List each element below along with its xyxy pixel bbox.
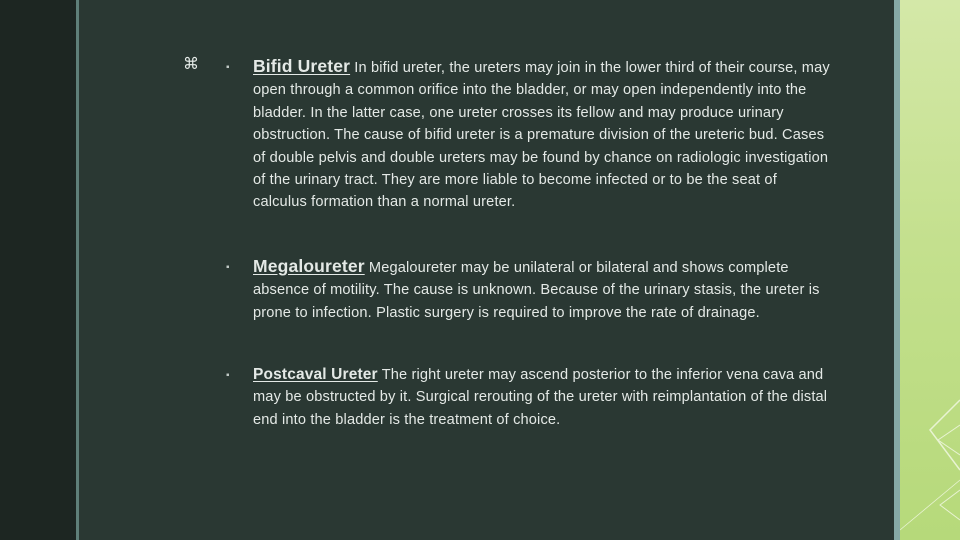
item-heading: Bifid Ureter xyxy=(253,56,351,76)
item-text: The right ureter may ascend posterior to the inferior vena cava and may be obstructed by it. Surgical rerouting of the ureter with reimplantation of the distal end into the bladder is the treatment of choice. xyxy=(253,367,828,428)
square-bullet-icon: ▪ xyxy=(226,62,230,73)
item-text: In bifid ureter, the ureters may join in the lower third of their course, may open through a common orifice into the bladder, or may open independently into the bladder. In the latter case, one ureter crosses its fellow and may produce urinary obstruction. The cause of bifid ureter is a premature division of the ureteric bud. Cases of double pelvis and double ureters may be found by chance on radiologic investigation of the urinary tract. They are more liable to become infected or to be the seat of calculus formation than a normal ureter. xyxy=(253,60,830,211)
list-item xyxy=(253,364,833,431)
item-heading: Postcaval Ureter xyxy=(253,366,378,383)
list-item xyxy=(253,255,833,324)
item-text: Megaloureter may be unilateral or bilateral and shows complete absence of motility. The cause is unknown. Because of the urinary stasis, the ureter is prone to infection. Plastic surgery is required to improve the rate of drainage. xyxy=(253,260,820,321)
command-key-icon: ⌘ xyxy=(183,56,199,73)
left-margin-strip xyxy=(0,0,79,540)
list-item xyxy=(253,55,833,214)
item-heading: Megaloureter xyxy=(253,256,365,276)
decorative-chevron-lines xyxy=(900,0,960,540)
square-bullet-icon: ▪ xyxy=(226,370,230,381)
square-bullet-icon: ▪ xyxy=(226,262,230,273)
